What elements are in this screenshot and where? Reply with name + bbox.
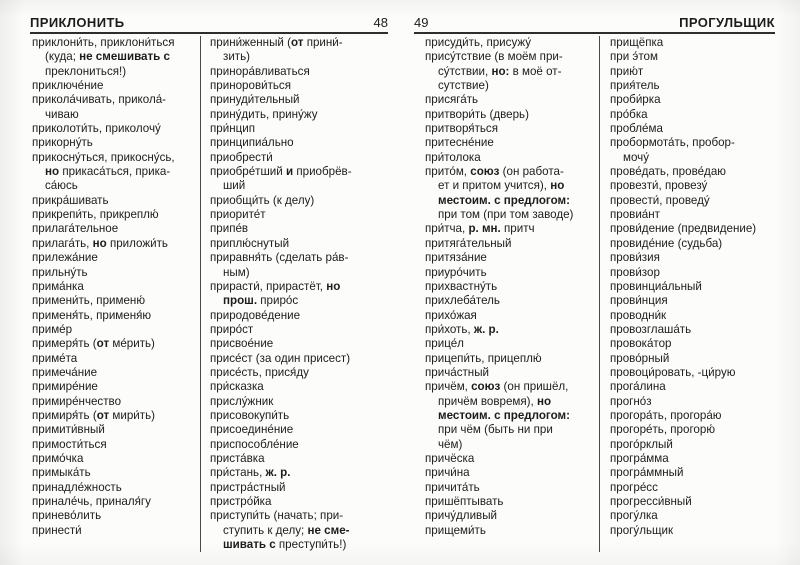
entry-line: зить) bbox=[223, 50, 251, 64]
entry-line: примире́нчество bbox=[32, 394, 122, 408]
entry-line: прови́зор bbox=[610, 265, 660, 279]
entry-line: проводни́к bbox=[610, 308, 667, 322]
entry-line: принора́вливаться bbox=[210, 64, 310, 78]
column-divider bbox=[599, 36, 600, 552]
right-page bbox=[414, 0, 775, 565]
entry-line: прильну́ть bbox=[32, 265, 88, 279]
entry-line: при́тча, р. мн. притч bbox=[425, 222, 535, 236]
entry-line: причита́ть bbox=[425, 480, 480, 494]
entry-line: проби́рка bbox=[610, 93, 661, 107]
entry-line: прово́рный bbox=[610, 351, 670, 365]
entry-line: пробормота́ть, пробор- bbox=[610, 136, 735, 150]
entry-line: прима́нка bbox=[32, 279, 84, 293]
entry-line: местоим. с предлогом: bbox=[438, 408, 570, 422]
entry-line: приме́та bbox=[32, 351, 78, 365]
entry-line: при́нцип bbox=[210, 122, 255, 136]
entry-line: пришёптывать bbox=[425, 495, 504, 508]
entry-line: провиа́нт bbox=[610, 208, 660, 222]
entry-line: прикрепи́ть, прикреплю́ bbox=[32, 208, 159, 222]
entry-line: при чём (быть ни при bbox=[438, 423, 553, 437]
entry-line: ший bbox=[223, 179, 246, 193]
entry-line: принуди́тельный bbox=[210, 93, 300, 107]
entry-line: причём вовремя), но bbox=[438, 394, 552, 408]
entry-line: присяга́ть bbox=[425, 93, 479, 107]
entry-line: програ́мма bbox=[610, 451, 669, 465]
entry-line: програ́ммный bbox=[610, 466, 684, 480]
entry-line: притяга́тельный bbox=[425, 236, 512, 250]
left-page bbox=[30, 0, 388, 565]
entry-line: примости́ться bbox=[32, 437, 107, 451]
entry-line: провозглаша́ть bbox=[610, 322, 692, 336]
entry-line: прислу́жник bbox=[210, 394, 274, 408]
entry-line: приклони́ть, приклони́ться bbox=[32, 36, 175, 49]
entry-line: приключе́ние bbox=[32, 79, 104, 93]
entry-line: приобрести́ bbox=[210, 150, 273, 164]
entry-line: ет и притом учится), но bbox=[438, 179, 565, 193]
left-running-head bbox=[30, 0, 388, 30]
entry-line: притвори́ть (дверь) bbox=[425, 107, 529, 121]
entry-line: прогоре́ть, прогорю́ bbox=[610, 423, 716, 437]
entry-line: прихвастну́ть bbox=[425, 279, 498, 293]
right-running-head bbox=[414, 0, 775, 30]
entry-line: приколоти́ть, приколочу́ bbox=[32, 122, 161, 136]
entry-line: прини́женный (от прини́- bbox=[210, 36, 343, 49]
entry-line: пристро́йка bbox=[210, 495, 272, 508]
entry-line: приро́ст bbox=[210, 322, 254, 336]
entry-line: принево́лить bbox=[32, 509, 102, 523]
entry-line: примо́чка bbox=[32, 451, 84, 465]
entry-line: провоци́ровать, -ци́рую bbox=[610, 365, 736, 379]
entry-line: прикорну́ть bbox=[32, 136, 93, 150]
entry-line: чиваю bbox=[45, 107, 79, 121]
entry-line: прого́рклый bbox=[610, 437, 673, 451]
entry-line: прищёпка bbox=[610, 36, 664, 49]
word-column bbox=[425, 36, 597, 538]
entry-line: местоим. с предлогом: bbox=[438, 193, 570, 207]
entry-line: прогре́сс bbox=[610, 480, 658, 494]
entry-line: прогу́льщик bbox=[610, 523, 674, 537]
entry-line: при́стань, ж. р. bbox=[210, 466, 291, 480]
word-column bbox=[610, 36, 775, 538]
entry-line: мочу́ bbox=[623, 150, 650, 164]
entry-line: прови́нция bbox=[610, 294, 668, 308]
entry-line: примыка́ть bbox=[32, 466, 91, 480]
entry-line: приорите́т bbox=[210, 208, 266, 222]
entry-line: примити́вный bbox=[32, 423, 105, 437]
entry-line: провока́тор bbox=[610, 337, 672, 351]
entry-line: притесне́ние bbox=[425, 136, 494, 150]
entry-line: провести́, проведу́ bbox=[610, 193, 710, 207]
entry-line: принорови́ться bbox=[210, 79, 292, 93]
entry-line: (куда; не смешивать с bbox=[45, 50, 170, 64]
entry-line: прию́т bbox=[610, 64, 644, 78]
entry-line: су́тствии, но: в моё от- bbox=[438, 64, 562, 78]
entry-line: прош. приро́с bbox=[223, 294, 299, 308]
entry-line: приобре́тший и приобрёв- bbox=[210, 165, 352, 179]
entry-line: приста́вка bbox=[210, 451, 265, 465]
entry-line: приравня́ть (сделать ра́в- bbox=[210, 251, 349, 265]
entry-line: прога́лина bbox=[610, 380, 666, 394]
word-column bbox=[32, 36, 200, 538]
entry-line: присуди́ть, присужу́ bbox=[425, 36, 532, 49]
entry-line: прихлеба́тель bbox=[425, 294, 500, 308]
entry-line: прищеми́ть bbox=[425, 523, 486, 537]
entry-line: прилага́тельное bbox=[32, 222, 119, 236]
entry-line: приплю́снутый bbox=[210, 236, 290, 250]
entry-line: природове́дение bbox=[210, 308, 301, 322]
entry-line: прови́зия bbox=[610, 251, 660, 265]
entry-line: при э́том bbox=[610, 50, 658, 64]
entry-line: применя́ть, применя́ю bbox=[32, 308, 152, 322]
column-divider bbox=[200, 36, 201, 552]
running-head-title: ПРОГУЛЬЩИК bbox=[679, 15, 775, 30]
entry-line: примире́ние bbox=[32, 380, 98, 394]
entry-line: при́сказка bbox=[210, 380, 264, 394]
entry-line: принале́чь, приналя́гу bbox=[32, 495, 151, 508]
entry-line: притяза́ние bbox=[425, 251, 487, 265]
entry-line: прикосну́ться, прикосну́сь, bbox=[32, 150, 175, 164]
entry-line: чём) bbox=[438, 437, 463, 451]
entry-line: причём, союз (он пришёл, bbox=[425, 380, 569, 394]
entry-line: приспособле́ние bbox=[210, 437, 299, 451]
entry-line: присе́ст (за один присест) bbox=[210, 351, 351, 365]
entry-line: преклониться!) bbox=[45, 64, 127, 78]
entry-line: приступи́ть (начать; при- bbox=[210, 509, 344, 523]
entry-line: притворя́ться bbox=[425, 122, 499, 136]
entry-line: провезти́, провезу́ bbox=[610, 179, 708, 193]
entry-line: принадле́жность bbox=[32, 480, 122, 494]
entry-line: припе́в bbox=[210, 222, 249, 236]
entry-line: прицепи́ть, прицеплю́ bbox=[425, 351, 542, 365]
entry-line: прилага́ть, но приложи́ть bbox=[32, 236, 168, 250]
entry-line: принципиа́льно bbox=[210, 136, 294, 150]
entry-line: провинциа́льный bbox=[610, 279, 702, 293]
word-column bbox=[210, 36, 388, 552]
entry-line: приме́р bbox=[32, 322, 73, 336]
entry-line: пристра́стный bbox=[210, 480, 286, 494]
entry-line: примеря́ть (от ме́рить) bbox=[32, 337, 155, 351]
header-rule bbox=[414, 32, 775, 34]
entry-line: но прикаса́ться, прика- bbox=[45, 165, 171, 179]
entry-line: прогора́ть, прогора́ю bbox=[610, 408, 722, 422]
entry-line: причу́дливый bbox=[425, 509, 498, 523]
entry-line: прогресси́вный bbox=[610, 495, 692, 508]
entry-line: примиря́ть (от мири́ть) bbox=[32, 408, 155, 422]
entry-line: причи́на bbox=[425, 466, 470, 480]
entry-line: прито́м, союз (он работа- bbox=[425, 165, 564, 179]
entry-line: прови́дение (предвидение) bbox=[610, 222, 757, 236]
entry-line: принести́ bbox=[32, 523, 82, 537]
entry-line: присоедине́ние bbox=[210, 423, 294, 437]
entry-line: прича́стный bbox=[425, 365, 490, 379]
entry-line: са́юсь bbox=[45, 179, 78, 193]
entry-line: прикра́шивать bbox=[32, 193, 109, 207]
entry-line: приобщи́ть (к делу) bbox=[210, 193, 315, 207]
entry-line: провиде́ние (судьба) bbox=[610, 236, 723, 250]
entry-line: ным) bbox=[223, 265, 250, 279]
page-number: 48 bbox=[373, 15, 388, 30]
header-rule bbox=[30, 32, 388, 34]
entry-line: присвое́ние bbox=[210, 337, 274, 351]
entry-line: прогно́з bbox=[610, 394, 652, 408]
entry-line: прогу́лка bbox=[610, 509, 658, 523]
entry-line: присе́сть, прися́ду bbox=[210, 365, 309, 379]
entry-line: прину́дить, прину́жу bbox=[210, 107, 318, 121]
entry-line: присовокупи́ть bbox=[210, 408, 290, 422]
entry-line: прикола́чивать, прикола́- bbox=[32, 93, 167, 107]
entry-line: причёска bbox=[425, 451, 475, 465]
entry-line: прове́дать, прове́даю bbox=[610, 165, 726, 179]
entry-line: примени́ть, применю́ bbox=[32, 294, 146, 308]
entry-line: примеча́ние bbox=[32, 365, 98, 379]
entry-line: прирасти́, прирастёт, но bbox=[210, 279, 341, 293]
entry-line: при том (при том заводе) bbox=[438, 208, 574, 222]
page-number: 49 bbox=[414, 15, 429, 30]
entry-line: пробле́ма bbox=[610, 122, 663, 136]
entry-line: прия́тель bbox=[610, 79, 660, 93]
entry-line: шивать с преступи́ть!) bbox=[223, 538, 347, 552]
running-head-title: ПРИКЛОНИТЬ bbox=[30, 15, 125, 30]
entry-line: про́бка bbox=[610, 107, 648, 121]
entry-line: при́хоть, ж. р. bbox=[425, 322, 499, 336]
entry-line: приуро́чить bbox=[425, 265, 487, 279]
entry-line: прилежа́ние bbox=[32, 251, 98, 265]
entry-line: прису́тствие (в моём при- bbox=[425, 50, 563, 64]
entry-line: прице́л bbox=[425, 337, 464, 351]
entry-line: при́толока bbox=[425, 150, 481, 164]
entry-line: ступить к делу; не сме- bbox=[223, 523, 350, 537]
entry-line: прихо́жая bbox=[425, 308, 477, 322]
entry-line: сутствие) bbox=[438, 79, 489, 93]
